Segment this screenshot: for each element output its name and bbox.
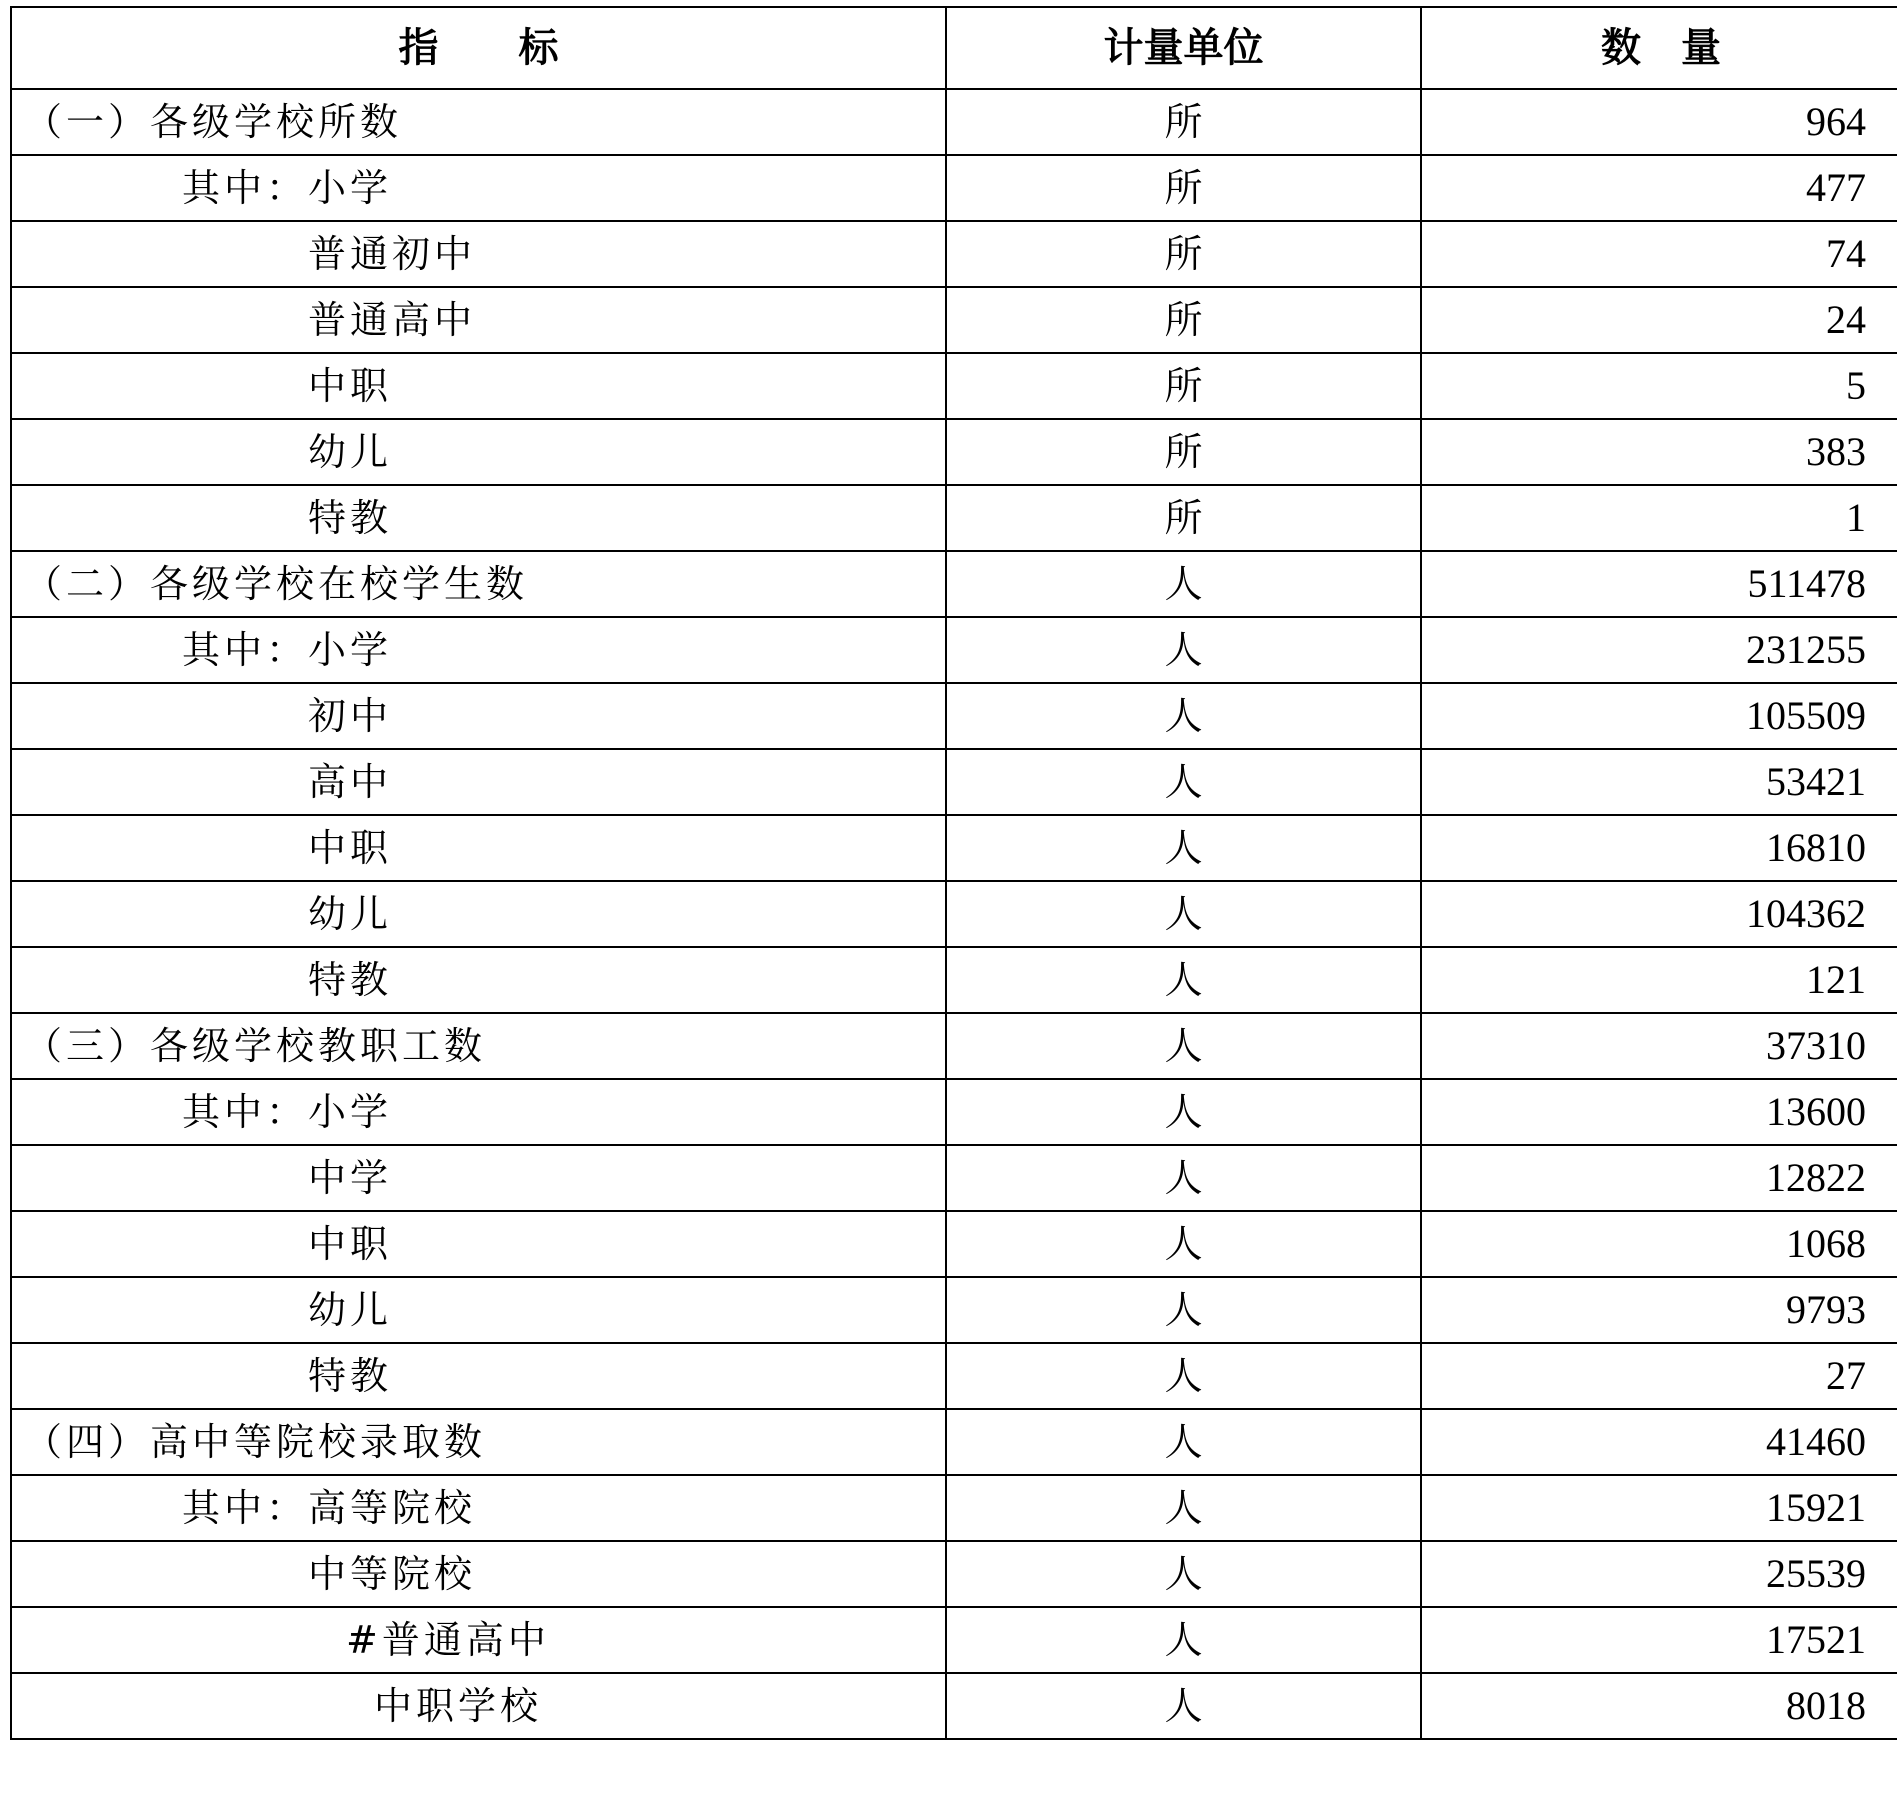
- quantity-cell: 105509: [1421, 683, 1897, 749]
- table-row: [11, 815, 1897, 881]
- indicator-cell: （四）高中等院校录取数: [11, 1409, 946, 1475]
- indicator-cell: 普通高中: [11, 287, 946, 353]
- table-row: [11, 683, 1897, 749]
- quantity-cell: 41460: [1421, 1409, 1897, 1475]
- indicator-cell: 特教: [11, 947, 946, 1013]
- quantity-cell: 104362: [1421, 881, 1897, 947]
- indicator-cell: （二）各级学校在校学生数: [11, 551, 946, 617]
- indicator-cell: 其中：小学: [11, 617, 946, 683]
- unit-cell: 所: [946, 155, 1421, 221]
- indicator-cell: 其中：小学: [11, 1079, 946, 1145]
- table-row: [11, 221, 1897, 287]
- indicator-cell: 幼儿: [11, 1277, 946, 1343]
- indicator-cell: 中职: [11, 815, 946, 881]
- quantity-cell: 15921: [1421, 1475, 1897, 1541]
- quantity-cell: 37310: [1421, 1013, 1897, 1079]
- table-row: [11, 617, 1897, 683]
- unit-cell: 所: [946, 221, 1421, 287]
- unit-cell: 所: [946, 485, 1421, 551]
- unit-cell: 人: [946, 1541, 1421, 1607]
- unit-cell: 人: [946, 551, 1421, 617]
- quantity-cell: 231255: [1421, 617, 1897, 683]
- indicator-cell: 其中：高等院校: [11, 1475, 946, 1541]
- indicator-cell: 高中: [11, 749, 946, 815]
- indicator-cell: 普通初中: [11, 221, 946, 287]
- quantity-cell: 1068: [1421, 1211, 1897, 1277]
- unit-cell: 人: [946, 1343, 1421, 1409]
- table-row: [11, 749, 1897, 815]
- header-indicator: 指 标: [11, 7, 946, 89]
- quantity-cell: 27: [1421, 1343, 1897, 1409]
- table-row: [11, 485, 1897, 551]
- table-header-row: [11, 7, 1897, 89]
- quantity-cell: 24: [1421, 287, 1897, 353]
- unit-cell: 人: [946, 1013, 1421, 1079]
- indicator-cell: 中等院校: [11, 1541, 946, 1607]
- unit-cell: 所: [946, 419, 1421, 485]
- unit-cell: 人: [946, 815, 1421, 881]
- unit-cell: 人: [946, 1607, 1421, 1673]
- indicator-cell: 幼儿: [11, 419, 946, 485]
- indicator-cell: 特教: [11, 485, 946, 551]
- indicator-cell: 其中：小学: [11, 155, 946, 221]
- table-row: [11, 1475, 1897, 1541]
- table-row: [11, 1409, 1897, 1475]
- table-row: [11, 89, 1897, 155]
- unit-cell: 人: [946, 947, 1421, 1013]
- table-row: [11, 1673, 1897, 1739]
- quantity-cell: 5: [1421, 353, 1897, 419]
- unit-cell: 人: [946, 683, 1421, 749]
- quantity-cell: 53421: [1421, 749, 1897, 815]
- quantity-cell: 121: [1421, 947, 1897, 1013]
- table-row: [11, 551, 1897, 617]
- table-row: [11, 1343, 1897, 1409]
- indicator-cell: 初中: [11, 683, 946, 749]
- quantity-cell: 74: [1421, 221, 1897, 287]
- table-row: [11, 353, 1897, 419]
- header-unit: 计量单位: [946, 7, 1421, 89]
- table-row: [11, 1013, 1897, 1079]
- quantity-cell: 511478: [1421, 551, 1897, 617]
- quantity-cell: 964: [1421, 89, 1897, 155]
- table-row: [11, 1541, 1897, 1607]
- table-row: [11, 287, 1897, 353]
- indicator-cell: 中职: [11, 1211, 946, 1277]
- indicator-cell: 中学: [11, 1145, 946, 1211]
- indicator-cell: （一）各级学校所数: [11, 89, 946, 155]
- indicator-cell: 中职: [11, 353, 946, 419]
- indicator-cell: （三）各级学校教职工数: [11, 1013, 946, 1079]
- unit-cell: 所: [946, 89, 1421, 155]
- indicator-cell: 幼儿: [11, 881, 946, 947]
- quantity-cell: 8018: [1421, 1673, 1897, 1739]
- unit-cell: 人: [946, 1409, 1421, 1475]
- quantity-cell: 477: [1421, 155, 1897, 221]
- table-row: [11, 881, 1897, 947]
- table-row: [11, 1607, 1897, 1673]
- table-row: [11, 155, 1897, 221]
- indicator-cell: 特教: [11, 1343, 946, 1409]
- table-row: [11, 419, 1897, 485]
- table-row: [11, 1079, 1897, 1145]
- header-quantity: 数 量: [1421, 7, 1897, 89]
- table-body: [11, 89, 1897, 1739]
- unit-cell: 人: [946, 1145, 1421, 1211]
- table-row: [11, 1277, 1897, 1343]
- quantity-cell: 16810: [1421, 815, 1897, 881]
- table-row: [11, 1211, 1897, 1277]
- unit-cell: 人: [946, 1211, 1421, 1277]
- unit-cell: 人: [946, 1673, 1421, 1739]
- unit-cell: 所: [946, 287, 1421, 353]
- indicator-cell: 中职学校: [11, 1673, 946, 1739]
- quantity-cell: 17521: [1421, 1607, 1897, 1673]
- indicator-cell: #普通高中: [11, 1607, 946, 1673]
- unit-cell: 人: [946, 1277, 1421, 1343]
- unit-cell: 人: [946, 1475, 1421, 1541]
- unit-cell: 人: [946, 881, 1421, 947]
- quantity-cell: 1: [1421, 485, 1897, 551]
- quantity-cell: 12822: [1421, 1145, 1897, 1211]
- quantity-cell: 13600: [1421, 1079, 1897, 1145]
- quantity-cell: 383: [1421, 419, 1897, 485]
- table-row: [11, 947, 1897, 1013]
- quantity-cell: 25539: [1421, 1541, 1897, 1607]
- unit-cell: 所: [946, 353, 1421, 419]
- unit-cell: 人: [946, 1079, 1421, 1145]
- education-statistics-table: [10, 6, 1897, 1740]
- quantity-cell: 9793: [1421, 1277, 1897, 1343]
- table-row: [11, 1145, 1897, 1211]
- unit-cell: 人: [946, 749, 1421, 815]
- unit-cell: 人: [946, 617, 1421, 683]
